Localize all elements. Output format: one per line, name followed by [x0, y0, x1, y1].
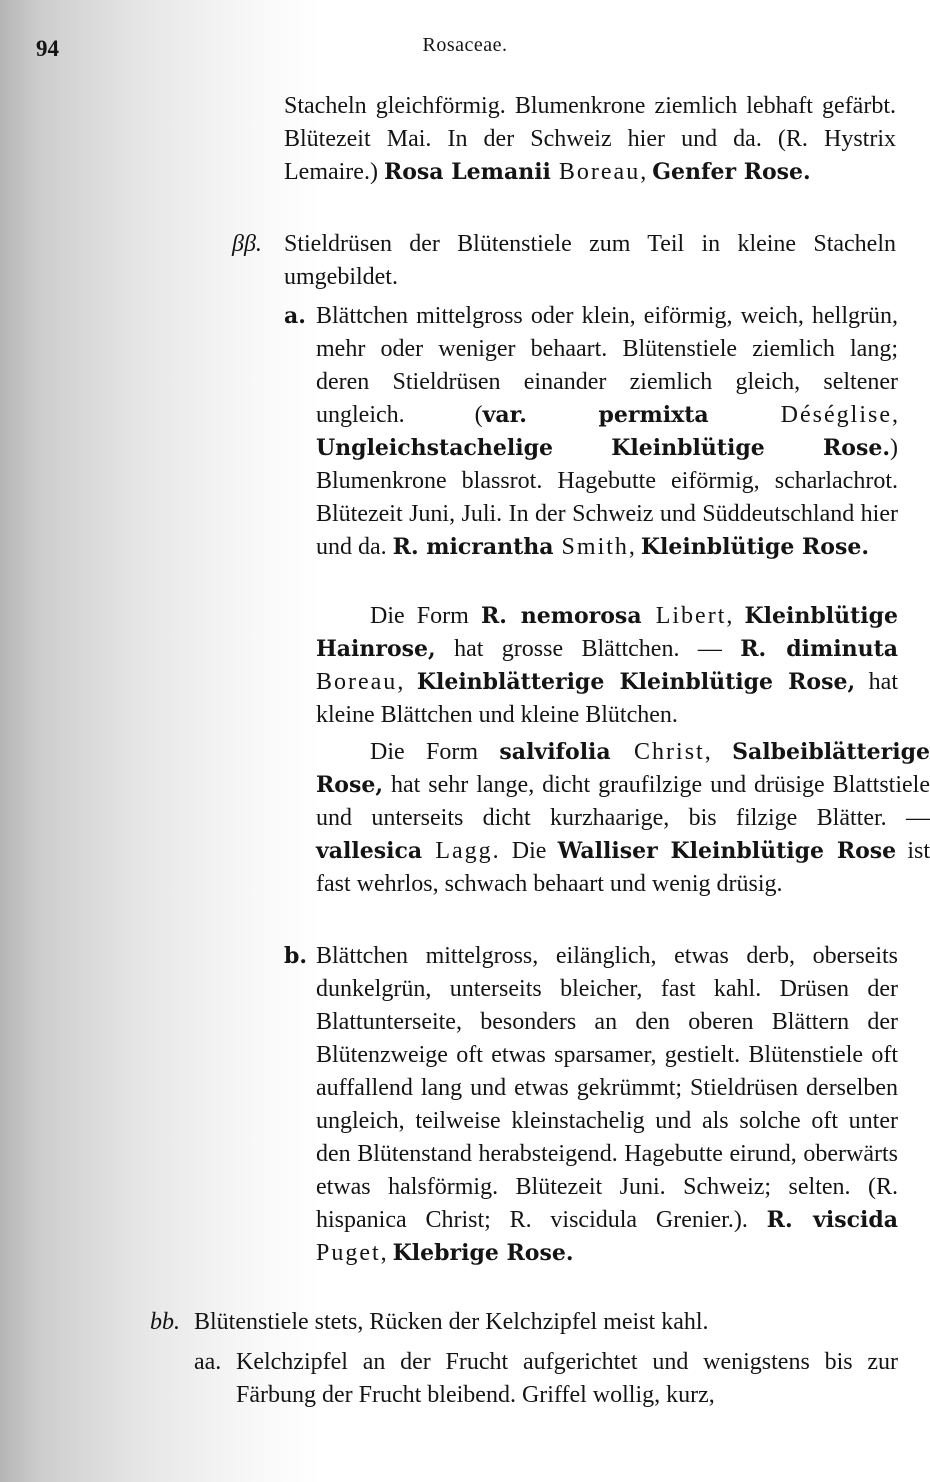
author-name: Boreau [550, 159, 641, 185]
form-name: vallesica [316, 838, 423, 864]
variety-name: var. permixta [482, 402, 709, 428]
paragraph-b-viscida: Blättchen mittelgross, eilänglich, etwas derb, oberseits dunkelgrün, unterseits bleicher, fast kahl. Drüsen der Blattunterseite, besonders an den oberen Blättern der Blütenzweige oft etwas sparsamer, gestielt. Blütenstiele oft auffallend lang und etwas gekrümmt; Stieldrüsen derselben ungleich, teilweise kleinstachelig und als solche oft unter den Blütenstand herabsteigend. Hagebutte eirund, oberwärts etwas halsförmig. Blütezeit Juni. Schweiz; selten. (R. hispanica Christ; R. viscidula Grenier.). R. viscida Puget, Klebrige Rose. [316, 943, 898, 1266]
common-name: Kleinblätterige Kleinblütige Rose, [416, 669, 856, 695]
author-name: Christ [610, 739, 705, 765]
author-name: Déséglise [708, 402, 892, 428]
author-name: Smith [553, 534, 629, 560]
common-name: Genfer Rose. [652, 159, 811, 185]
author-name: Libert [641, 603, 727, 629]
marker-b: b. [284, 943, 308, 969]
running-title: Rosaceae. [422, 34, 508, 56]
form-name: R. diminuta [740, 636, 898, 662]
paragraph-aa: Kelchzipfel an der Frucht aufgerichtet und wenigstens bis zur Färbung der Frucht bleibend. Griffel wollig, kurz, [236, 1349, 898, 1408]
species-name: R. viscida [766, 1207, 898, 1233]
paragraph-beta-beta: Stieldrüsen der Blütenstiele zum Teil in kleine Stacheln umgebildet. [284, 231, 896, 290]
paragraph-bb: Blütenstiele stets, Rücken der Kelchzipfel meist kahl. [194, 1309, 709, 1335]
paragraph-rosa-lemanii: Stacheln gleichförmig. Blumenkrone ziemlich lebhaft gefärbt. Blütezeit Mai. In der Schweiz hier und da. (R. Hystrix Lemaire.) Rosa Lemanii Boreau, Genfer Rose. [284, 93, 896, 185]
marker-aa: aa. [194, 1349, 222, 1375]
marker-beta-beta: ββ. [232, 231, 262, 257]
marker-a: a. [284, 303, 306, 329]
common-name: Walliser Kleinblütige Rose [557, 838, 897, 864]
species-name: Rosa Lemanii [383, 159, 551, 185]
form-name: salvifolia [499, 739, 611, 765]
author-name: Lagg. [422, 838, 501, 864]
author-name: Boreau [316, 669, 398, 695]
paragraph-nemorosa: Die Form R. nemorosa Libert, Kleinblütige Hainrose, hat grosse Blättchen. — R. diminuta Boreau, Kleinblätterige Kleinblütige Rose, hat kleine Blättchen und kleine Blütchen. [316, 603, 898, 728]
author-name: Puget [316, 1240, 381, 1266]
common-name: Kleinblütige Rose. [640, 534, 870, 560]
common-name: Klebrige Rose. [392, 1240, 574, 1266]
common-name: Ungleichstachelige Kleinblütige Rose. [316, 435, 890, 461]
page-number: 94 [36, 36, 59, 61]
paragraph-salvifolia: Die Form salvifolia Christ, Salbeiblätterige Rose, hat sehr lange, dicht graufilzige und drüsige Blattstiele und unterseits dicht kurzhaarige, bis filzige Blätter. — vallesica Lagg. Die Walliser Kleinblütige Rose ist fast wehrlos, schwach behaart und wenig drüsig. [316, 739, 930, 897]
common-name: Kleinblütige Hainrose, [316, 603, 898, 662]
paragraph-a-micrantha: Blättchen mittelgross oder klein, eiförmig, weich, hellgrün, mehr oder weniger behaart. Blütenstiele ziemlich lang; deren Stieldrüsen einander ziemlich gleich, seltener ungleich. (var. permixta Déséglise, Ungleichstachelige Kleinblütige Rose.) Blumenkrone blassrot. Hagebutte eiförmig, scharlachrot. Blütezeit Juni, Juli. In der Schweiz und Süddeutschland hier und da. R. micrantha Smith, Kleinblütige Rose. [316, 303, 898, 560]
marker-bb: bb. [150, 1309, 180, 1335]
species-name: R. micrantha [392, 534, 554, 560]
common-name: Salbeiblätterige Rose, [316, 739, 930, 798]
form-name: R. nemorosa [480, 603, 642, 629]
